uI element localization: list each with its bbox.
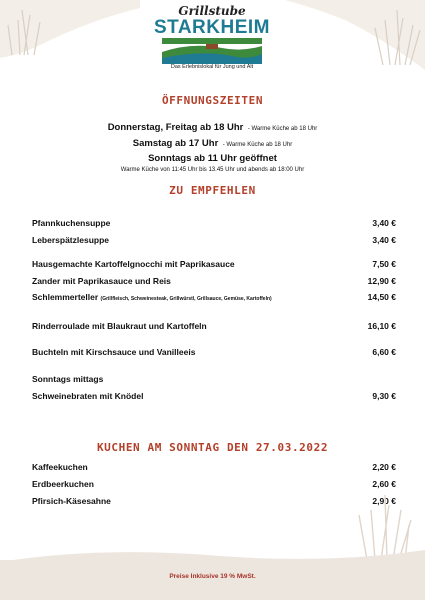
- menu-item: [32, 292, 396, 305]
- logo: [148, 2, 276, 80]
- menu-item: [32, 321, 396, 332]
- hours-line: [0, 136, 425, 152]
- grass-decoration-icon: [285, 0, 425, 70]
- menu-item: [32, 374, 396, 385]
- menu-item: [32, 218, 396, 229]
- menu-item-name: Hausgemachte Kartoffelgnocchi mit Paprikasauce: [32, 259, 235, 269]
- hours-main: Donnerstag, Freitag ab 18 Uhr: [107, 122, 244, 133]
- menu-item-name: Rinderroulade mit Blaukraut und Kartoffeln: [32, 321, 207, 331]
- menu-item-price: 12,90 €: [367, 276, 396, 286]
- cake-item-price: 2,20 €: [372, 462, 396, 472]
- menu-item-price: 9,30 €: [372, 391, 396, 401]
- cake-item-price: 2,60 €: [372, 479, 396, 489]
- hours-line: [0, 120, 425, 136]
- cake-item-name: Erdbeerkuchen: [32, 479, 94, 489]
- menu-item: [32, 259, 396, 270]
- logo-line1: Grillstube: [178, 4, 246, 18]
- landscape-icon: [162, 38, 262, 64]
- cakes-title: KUCHEN AM SONNTAG DEN 27.03.2022: [96, 441, 329, 454]
- menu-item-name: Sonntags mittags: [32, 374, 104, 384]
- menu-item-price: 16,10 €: [367, 321, 396, 331]
- hours-title: ÖFFNUNGSZEITEN: [161, 94, 264, 107]
- menu-item-name: Buchteln mit Kirschsauce und Vanilleeis: [32, 347, 196, 357]
- menu-item: [32, 347, 396, 358]
- hours-main: Sonntags ab 11 Uhr geöffnet: [148, 153, 277, 164]
- logo-tagline: Das Erlebnislokal für Jung und Alt: [170, 64, 254, 70]
- menu-item-detail: (Grillfleisch, Schweinesteak, Grillwürstl, Grillsauce, Gemüse, Kartoffeln): [100, 296, 272, 302]
- menu-item-price: 3,40 €: [372, 235, 396, 245]
- cake-item-name: Kaffeekuchen: [32, 462, 88, 472]
- hours-note: - Warme Küche ab 18 Uhr: [222, 141, 293, 148]
- menu-item-name: Pfannkuchensuppe: [32, 218, 111, 228]
- logo-line2: STARKHEIM: [153, 17, 271, 38]
- footer: [0, 560, 425, 600]
- recommend-title: ZU EMPFEHLEN: [169, 184, 256, 197]
- hours-block: [0, 120, 425, 176]
- footer-wave-icon: [0, 542, 425, 562]
- cake-item-price: 2,90 €: [372, 496, 396, 506]
- hours-line: [0, 151, 425, 165]
- hours-main: Samstag ab 17 Uhr: [132, 137, 219, 149]
- cake-item: [32, 462, 396, 473]
- cake-item-name: Pfirsich-Käsesahne: [32, 496, 111, 506]
- menu-item-price: 14,50 €: [367, 292, 396, 302]
- menu-item-name: Schlemmerteller: [32, 292, 99, 302]
- footer-text: Preise Inklusive 19 % MwSt.: [169, 573, 256, 580]
- menu-item: [32, 391, 396, 402]
- menu-item-price: 3,40 €: [372, 218, 396, 228]
- menu-item-price: 7,50 €: [372, 259, 396, 269]
- menu-item-name: Zander mit Paprikasauce und Reis: [32, 276, 171, 286]
- menu-item-name: Schweinebraten mit Knödel: [32, 391, 144, 401]
- menu-item-name: Leberspätzlesuppe: [32, 235, 109, 245]
- grass-decoration-icon: [0, 0, 140, 60]
- menu-item-price: 6,60 €: [372, 347, 396, 357]
- menu-item: [32, 235, 396, 246]
- menu-item: [32, 276, 396, 287]
- hours-note: - Warme Küche ab 18 Uhr: [247, 126, 318, 132]
- hours-small: Warme Küche von 11:45 Uhr bis 13.45 Uhr und abends ab 18:00 Uhr: [120, 166, 305, 173]
- menu-item-name-group: [32, 292, 272, 305]
